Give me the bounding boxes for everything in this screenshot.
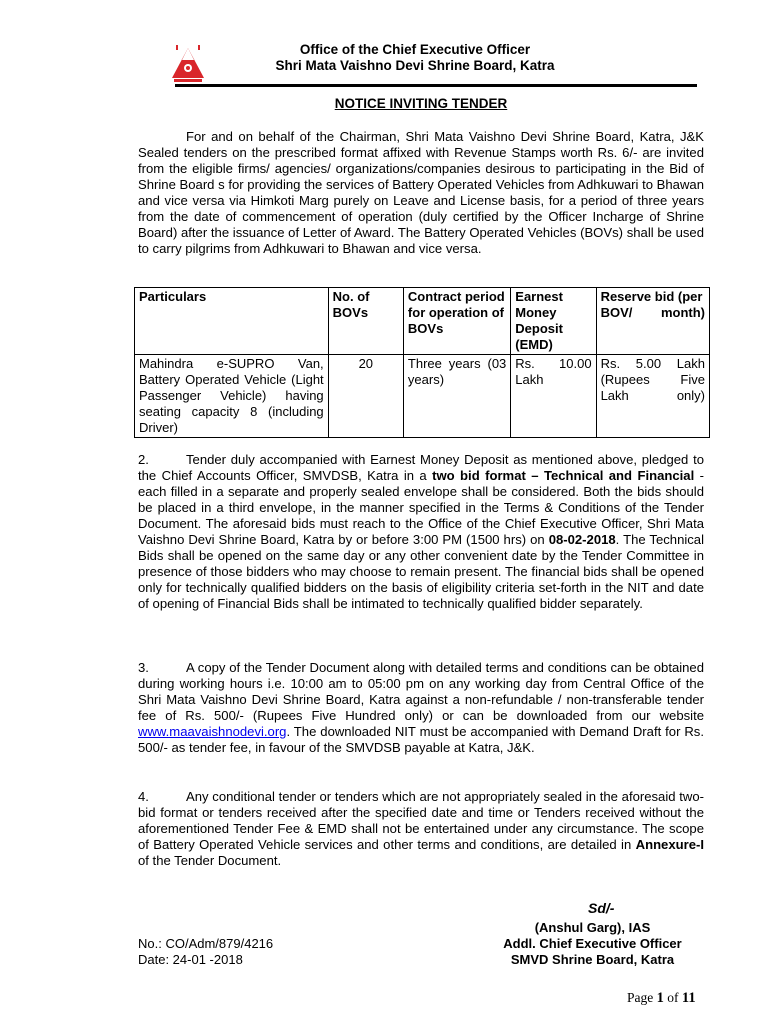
notice-title: NOTICE INVITING TENDER [334, 96, 508, 111]
paragraph-4-text-c: of the Tender Document. [138, 853, 282, 868]
paragraph-4-bold-annexure: Annexure-I [635, 837, 704, 852]
cell-contract-period: Three years (03 years) [403, 355, 510, 438]
paragraph-3-text-a: A copy of the Tender Document along with detailed terms and conditions can be obtained during working hours i.e. 10:00 am to 05:00 pm on any working day from Central Office of the Shri Mata Vaishno Devi Shrine Board, Katra against a non-refundable / non-transferable tender fee of Rs. 500/- (Rupees Five Hundred only) or can be downloaded from our website [138, 660, 704, 723]
page-total: 11 [681, 990, 696, 1006]
header-emd: Earnest Money Deposit (EMD) [511, 288, 596, 355]
shrine-board-logo-icon [170, 44, 206, 86]
reference-block [138, 936, 273, 968]
paragraph-3-text-b: . The downloaded NIT must be accompanied with Demand Draft for Rs. 500/- as tender fee, in favour of the SMVDSB payable at Katra, J&K. [138, 724, 704, 755]
header-rule [175, 84, 697, 87]
paragraph-4-number: 4. [138, 789, 149, 804]
table-row [135, 355, 710, 438]
paragraph-4-text-a: Any conditional tender or tenders which are not appropriately sealed in the aforesaid two-bid format or tenders received after the specified date and time or Tenders received without the aforementioned Tender Fee & EMD shall not be entertained under any circumstance. The scope of Battery Operated Vehicle services and other terms and conditions, are detailed in [138, 789, 704, 852]
tender-table [134, 287, 710, 438]
header-no-of-bovs: No. of BOVs [328, 288, 403, 355]
intro-text: For and on behalf of the Chairman, Shri Mata Vaishno Devi Shrine Board, Katra, J&K Sealed tenders on the prescribed format affixed with Revenue Stamps worth Rs. 6/- are invited from the eligible firms/ agencies/ organizations/companies desirous to participating in the Bid of Shrine Board s for providing the services of Battery Operated Vehicles from Adhkuwari to Bhawan and vice versa via Himkoti Marg purely on Leave and License basis, for a period of three years from the date of commencement of operation (duly certified by the Officer Incharge of Shrine Board) after the issuance of Letter of Award. The Battery Operated Vehicles (BOVs) shall be used to carry pilgrims from Adhkuwari to Bhawan and vice versa. [138, 129, 704, 256]
signatory-office: SMVD Shrine Board, Katra [510, 952, 675, 967]
paragraph-2 [138, 452, 704, 612]
letterhead-line-2: Shri Mata Vaishno Devi Shrine Board, Katra [275, 58, 555, 73]
paragraph-2-text-c: - each filled in a separate and properly sealed envelope shall be considered. Both the bids should be placed in a third envelope, in the manner specified in the Terms & Conditions of the Tender Document. The aforesaid bids must reach to the Office of the Chief Executive Officer, Shri Mata Vaishno Devi Shrine Board, Katra by or before 3:00 PM (1500 hrs) on [138, 468, 704, 547]
paragraph-2-text-a: Tender duly accompanied with Earnest Money Deposit as mentioned above, pledged to the Chief Accounts Officer, SMVDSB, Katra in a [138, 452, 704, 483]
paragraph-3 [138, 660, 704, 756]
signature-block [470, 920, 715, 968]
paragraph-2-number: 2. [138, 452, 149, 467]
letterhead-line-1: Office of the Chief Executive Officer [299, 42, 531, 57]
paragraph-3-number: 3. [138, 660, 149, 675]
website-link[interactable]: www.maavaishnodevi.org [138, 724, 287, 739]
header-contract-period: Contract period for operation of BOVs [403, 288, 510, 355]
cell-particulars: Mahindra e-SUPRO Van, Battery Operated Vehicle (Light Passenger Vehicle) having seating capacity 8 (including Driver) [135, 355, 329, 438]
paragraph-2-bold-date: 08-02-2018 [548, 532, 616, 547]
paragraph-4 [138, 789, 704, 869]
cell-no-of-bovs: 20 [328, 355, 403, 438]
letterhead [230, 42, 600, 74]
signatory-designation: Addl. Chief Executive Officer [503, 936, 682, 951]
reference-date: Date: 24-01 -2018 [138, 952, 243, 967]
intro-paragraph [138, 129, 704, 257]
signature-sd: Sd/- [588, 900, 615, 916]
page-of: of [667, 990, 679, 1005]
paragraph-2-bold-bid-format: two bid format – Technical and Financial [432, 468, 695, 483]
page-current: 1 [656, 990, 664, 1006]
reference-number: No.: CO/Adm/879/4216 [138, 936, 274, 951]
cell-emd: Rs. 10.00 Lakh [511, 355, 596, 438]
paragraph-2-text-e: . The Technical Bids shall be opened on the same day or any other convenient date by the Tender Committee in presence of those bidders who may choose to remain present. The financial bids shall be opened only for technically qualified bidders on the basis of eligibility criteria set-forth in the NIT and date of opening of Financial Bids shall be intimated to technically qualified bidder separately. [138, 532, 704, 611]
header-particulars: Particulars [135, 288, 329, 355]
table-header-row [135, 288, 710, 355]
cell-reserve-bid: Rs. 5.00 Lakh (Rupees Five Lakh only) [596, 355, 709, 438]
signatory-name: (Anshul Garg), IAS [534, 920, 651, 935]
page-number [627, 990, 696, 1007]
header-reserve-bid: Reserve bid (per BOV/ month) [596, 288, 709, 355]
page-label: Page [627, 990, 654, 1005]
